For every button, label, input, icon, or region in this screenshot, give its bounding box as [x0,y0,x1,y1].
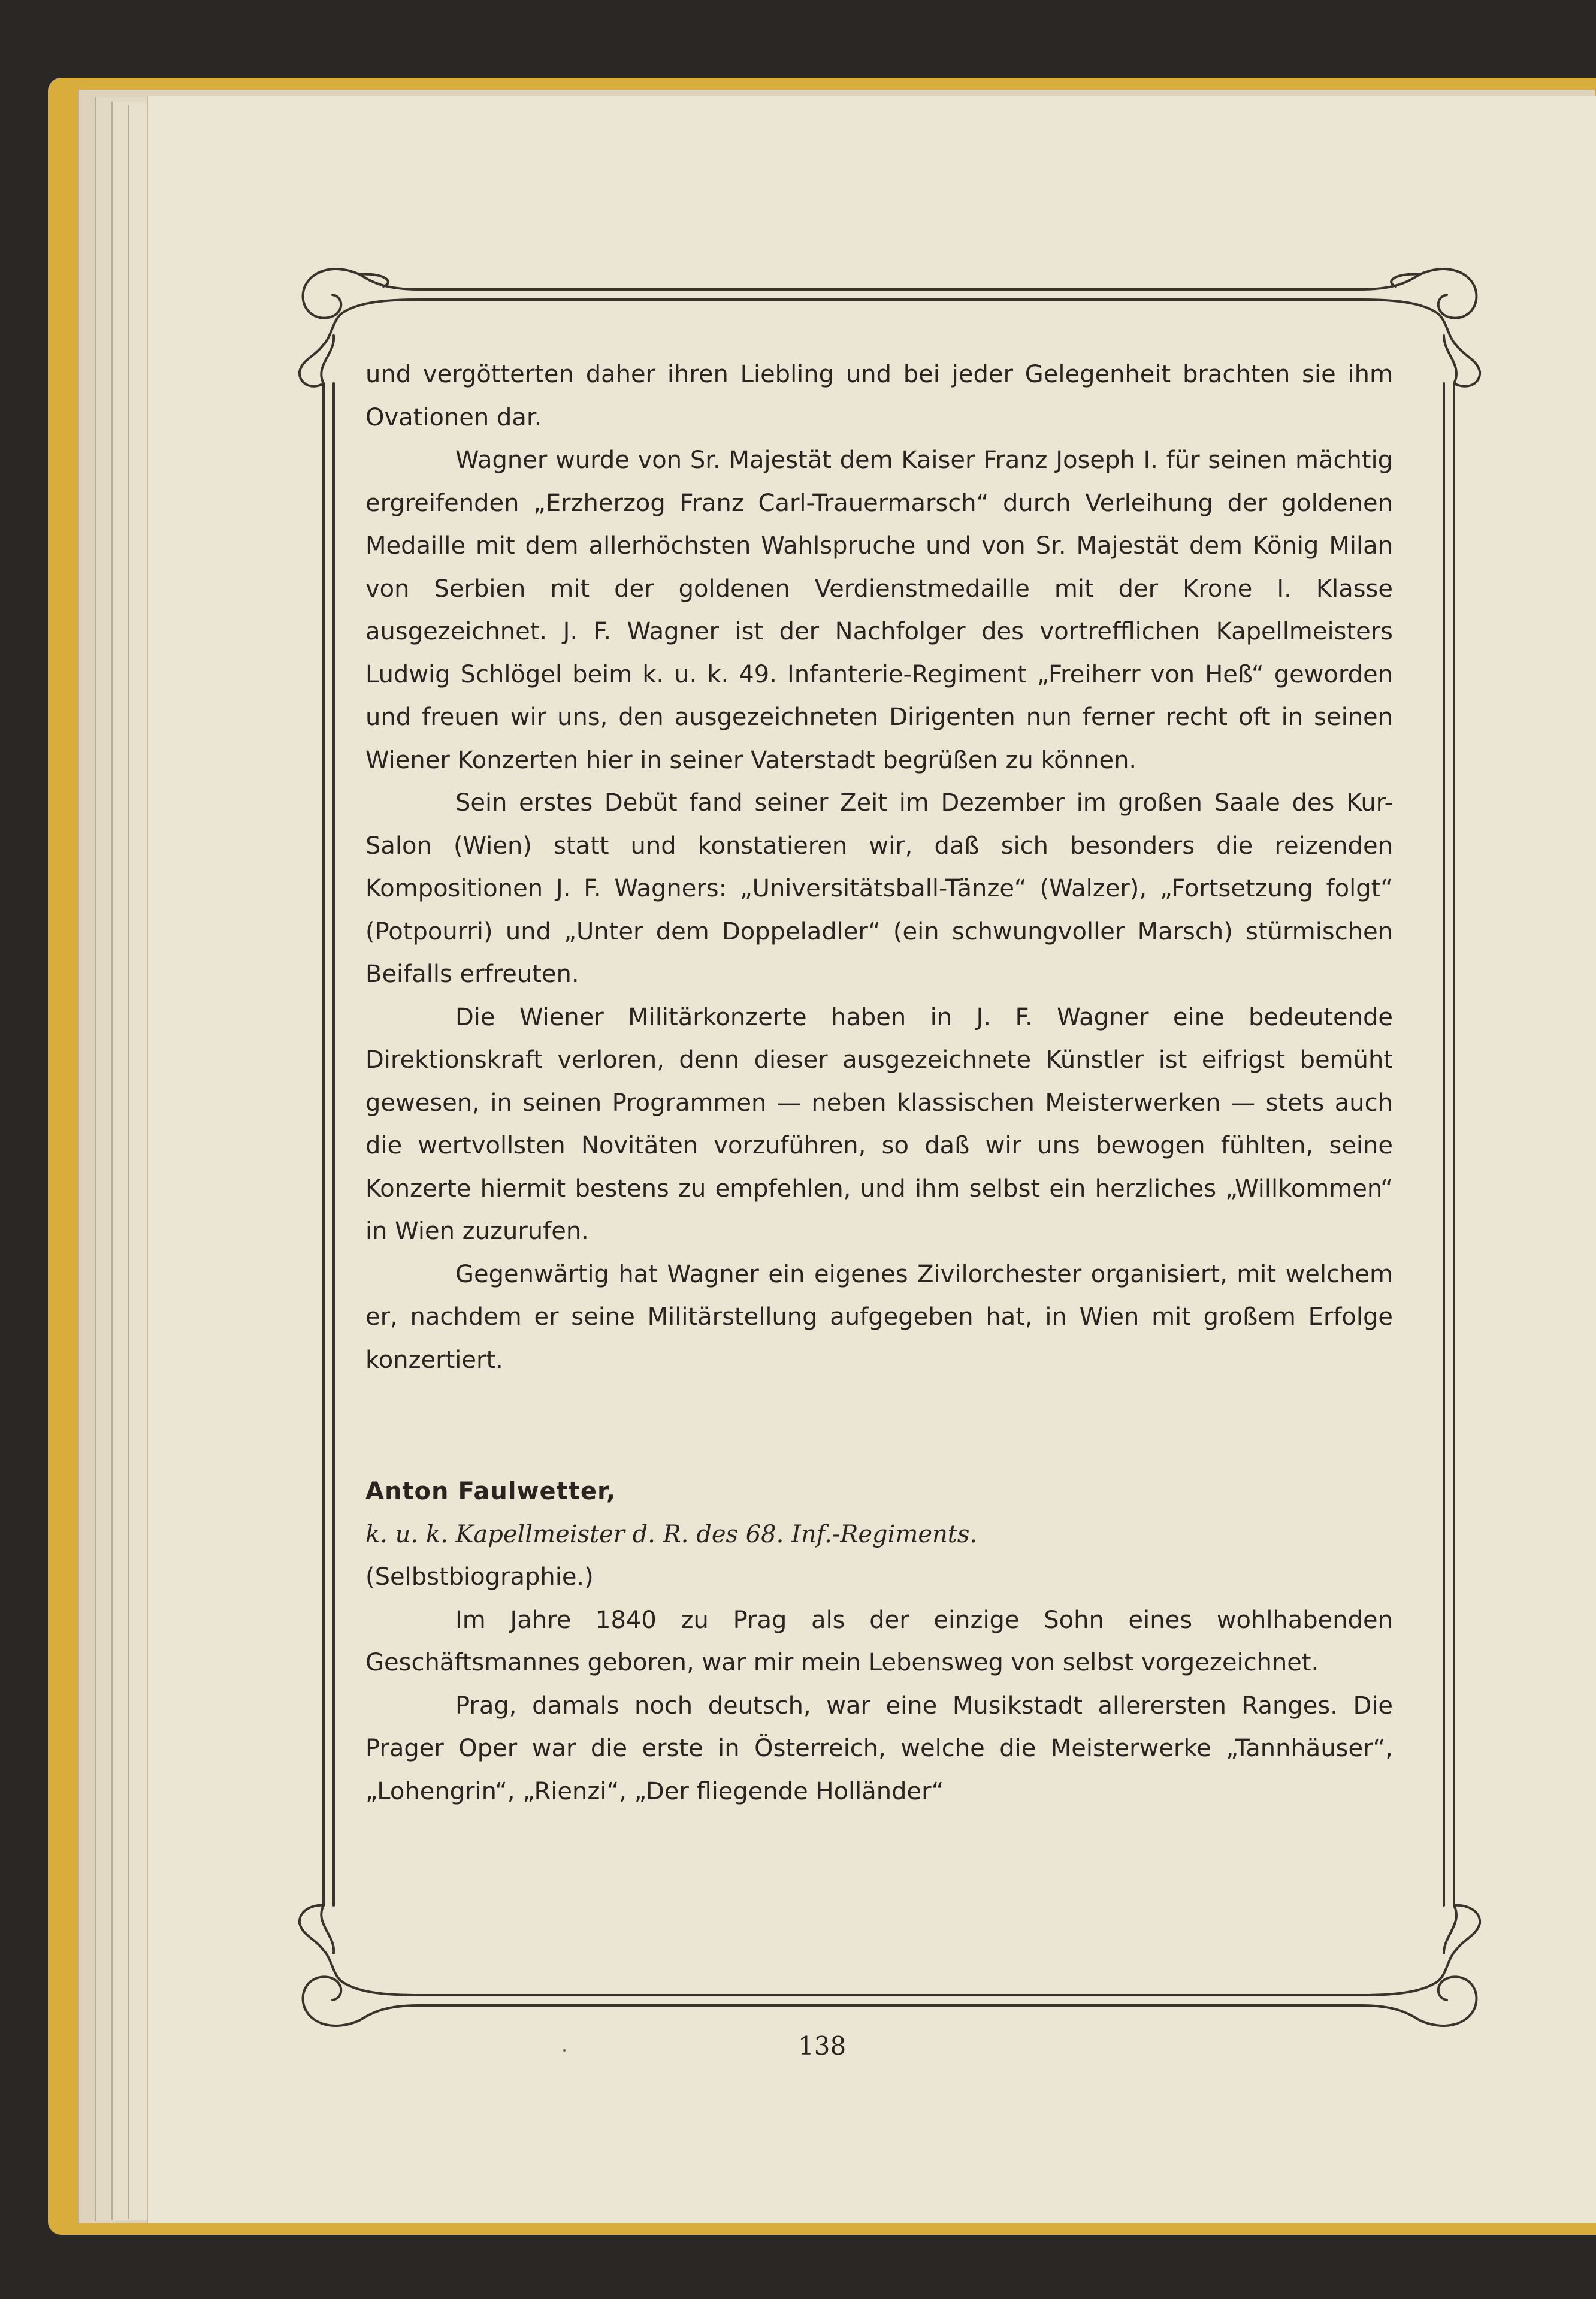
paragraph: Gegenwärtig hat Wagner ein eigenes Zivilorchester organisiert, mit welchem er, nachdem er seine Militärstellung aufgegeben hat, in Wien mit großem Erfolge konzertiert. [365,1260,1393,1374]
page-number: 138 [798,2031,847,2061]
paragraph: Wagner wurde von Sr. Majestät dem Kaiser Franz Joseph I. für seinen mächtig ergreifenden „Erzherzog Franz Carl-Trauermarsch“ durch Verleihung der goldenen Medaille mit dem allerhöchsten Wahlspruche und von Sr. Majestät dem König Milan von Serbien mit der goldenen Verdienstmedaille mit der Krone I. Klasse ausgezeichnet. J. F. Wagner ist der Nachfolger des vortrefflichen Kapellmeisters Ludwig Schlögel beim k. u. k. 49. Infanterie-Regiment „Freiherr von Heß“ geworden und freuen wir uns, den ausgezeichneten Dirigenten nun ferner recht oft in seinen Wiener Konzerten hier in seiner Vaterstadt begrüßen zu können. [365,446,1393,774]
paragraph: Prag, damals noch deutsch, war eine Musikstadt allerersten Ranges. Die Prager Oper war die erste in Österreich, welche die Meisterwerke „Tannhäuser“, „Lohengrin“, „Rienzi“, „Der fliegende Holländer“ [365,1691,1393,1805]
paragraph: Im Jahre 1840 zu Prag als der einzige Sohn eines wohlhabenden Geschäftsmannes geboren, war mir mein Lebensweg von selbst vorgezeichnet. [365,1606,1393,1676]
page-text [365,354,1393,1813]
section-spacer [365,1382,1393,1470]
paragraph: Die Wiener Militärkonzerte haben in J. F. Wagner eine bedeutende Direktionskraft verloren, denn dieser ausgezeichnete Künstler ist eifrigst bemüht gewesen, in seinen Programmen — neben klassischen Meisterwerken — stets auch die wertvollsten Novitäten vorzuführen, so daß wir uns bewogen fühlten, seine Konzerte hiermit bestens zu empfehlen, und ihm selbst ein herzliches „Willkommen“ in Wien zuzurufen. [365,1003,1393,1245]
section-note: (Selbstbiographie.) [365,1563,594,1591]
section-subtitle: k. u. k. Kapellmeister d. R. des 68. Inf.-Regiments. [365,1520,978,1548]
paragraph: Sein erstes Debüt fand seiner Zeit im Dezember im großen Saale des Kur-Salon (Wien) statt und konstatieren wir, daß sich besonders die reizenden Kompositionen J. F. Wagners: „Universitätsball-Tänze“ (Walzer), „Fortsetzung folgt“ (Potpourri) und „Unter dem Doppeladler“ (ein schwungvoller Marsch) stürmischen Beifalls erfreuten. [365,789,1393,988]
section-heading: Anton Faulwetter, [365,1478,616,1505]
paragraph: und vergötterten daher ihren Liebling und bei jeder Gelegenheit brachten sie ihm Ovationen dar. [365,361,1393,431]
ink-speck [563,2049,566,2052]
